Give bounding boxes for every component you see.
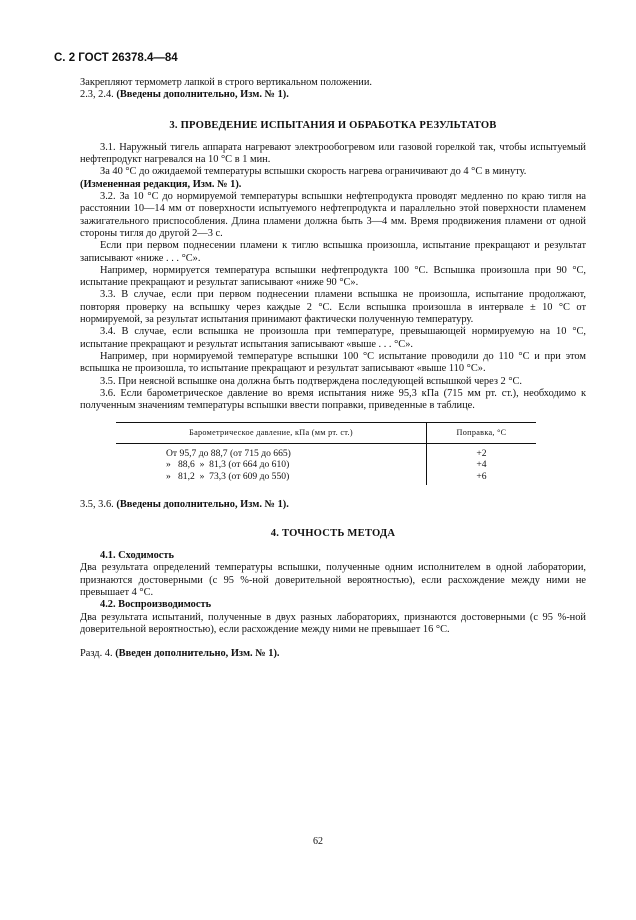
table-row	[116, 459, 536, 471]
table-row	[116, 443, 536, 459]
section-4-title: 4. ТОЧНОСТЬ МЕТОДА	[270, 527, 396, 539]
table-row	[116, 471, 536, 486]
paragraph-3-5: 3.5. При неясной вспышке она должна быть подтверждена последующей вспышкой через 2 °С.	[100, 375, 523, 387]
paragraph-3-2c: Например, нормируется температура вспышки нефтепродукта 100 °С. Вспышка произошла при 90 °С, испытание прекращают и результат записывают «ниже 90 °С».	[80, 264, 586, 289]
amendment-note-3	[80, 499, 586, 511]
pressure-correction-table	[116, 422, 536, 485]
paragraph-4-2: Два результата испытаний, полученные в двух разных лабораториях, признаются достоверными (с 95 %-ной доверительной вероятностью), если расхождение между ними не превышает 16 °С.	[80, 611, 586, 635]
table-cell-pressure: От 95,7 до 88,7 (от 715 до 665)	[116, 443, 427, 459]
subheading-4-1: 4.1. Сходимость	[100, 550, 174, 562]
paragraph-3-3: 3.3. В случае, если при первом поднесении пламени вспышка не произошла, испытание продолжают, повторяя проверку на вспышку через каждые 2 °С. Если вспышка произошла в интервале ± 10 °С от нормируемой, за результат испытания принимают фактически полученную температуру.	[80, 289, 586, 326]
amendment-text: (Введены дополнительно, Изм. № 1).	[116, 89, 289, 101]
paragraph-3-6: 3.6. Если барометрическое давление во время испытания ниже 95,3 кПа (715 мм рт. ст.), необходимо к полученным значениям температуры вспышки ввести поправки, приведенные в таблице.	[80, 387, 586, 412]
amendment-ref: Разд. 4.	[80, 648, 113, 660]
thermometer-line: Закрепляют термометр лапкой в строго вертикальном положении.	[80, 77, 372, 88]
subheading-4-2: 4.2. Воспроизводимость	[100, 599, 212, 611]
amendment-ref: 2.3, 2.4.	[80, 89, 114, 101]
amendment-note-2	[80, 89, 586, 101]
table-cell-pressure: » 81,2 » 73,3 (от 609 до 550)	[116, 471, 427, 486]
paragraph-3-1: 3.1. Наружный тигель аппарата нагревают электрообогревом или газовой горелкой так, чтобы испытуемый нефтепродукт нагревался на 10 °С в 1 мин.	[80, 141, 586, 166]
table-cell-correction: +2	[476, 447, 487, 459]
paragraph-3-4b: Например, при нормируемой температуре вспышки 100 °С испытание проводили до 110 °С и при этом вспышка не произошла, то испытание прекращают и результат записывают «выше 110 °С».	[80, 350, 586, 375]
amendment-text: (Введены дополнительно, Изм. № 1).	[116, 499, 289, 511]
amendment-note-4	[80, 648, 586, 660]
page-header: С. 2 ГОСТ 26378.4—84	[54, 52, 178, 64]
edit-note-3-1: (Измененная редакция, Изм. № 1).	[80, 178, 242, 190]
table-cell-pressure: » 88,6 » 81,3 (от 664 до 610)	[116, 459, 427, 471]
amendment-ref: 3.5, 3.6.	[80, 499, 114, 511]
paragraph-3-1b: За 40 °С до ожидаемой температуры вспышки скорость нагрева ограничивают до 4 °С в минуту.	[100, 166, 527, 178]
table-header-pressure: Барометрическое давление, кПа (мм рт. ст.)	[116, 423, 427, 444]
table-header-correction: Поправка, °С	[427, 423, 537, 444]
paragraph-4-1: Два результата определений температуры вспышки, полученные одним исполнителем в одной лаборатории, признаются достоверными (с 95 %-ной доверительной вероятностью), если расхождение между ними не превышает 4 °С.	[80, 562, 586, 598]
document-body	[80, 77, 586, 660]
page-number: 62	[313, 836, 323, 847]
paragraph-3-2b: Если при первом поднесении пламени к тиглю вспышка произошла, испытание прекращают и результат записывают «ниже . . . °С».	[80, 240, 586, 264]
amendment-text: (Введен дополнительно, Изм. № 1).	[115, 648, 280, 660]
table-cell-correction: +4	[476, 459, 487, 471]
section-3-title: 3. ПРОВЕДЕНИЕ ИСПЫТАНИЯ И ОБРАБОТКА РЕЗУЛЬТАТОВ	[169, 119, 497, 131]
paragraph-3-2: 3.2. За 10 °С до нормируемой температуры вспышки нефтепродукта проводят медленно по краю тигля на расстоянии 10—14 мм от поверхности испытуемого нефтепродукта и параллельно этой поверхности пламенем зажигательного приспособления. Длина пламени должна быть 3—4 мм. Время продвижения пламени от одной стороны тигля до другой 2—3 с.	[80, 191, 586, 239]
paragraph-3-4: 3.4. В случае, если вспышка не произошла при температуре, превышающей нормируемую на 10 °С, испытание прекращают и результат испытания записывают «выше . . . °С».	[80, 326, 586, 350]
table-cell-correction: +6	[476, 470, 487, 482]
